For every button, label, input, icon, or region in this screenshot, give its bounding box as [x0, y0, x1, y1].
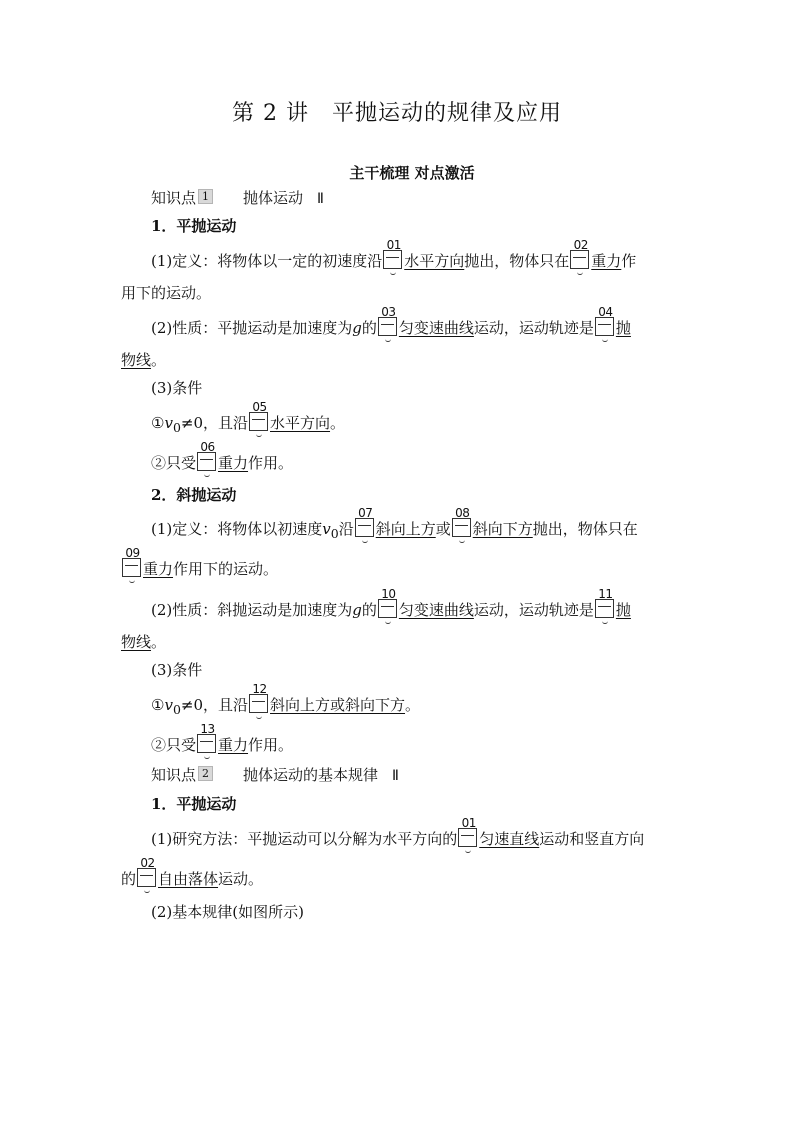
blank-box: 10 — [378, 599, 397, 618]
blank-box: 02 — [570, 250, 589, 269]
knowledge-point-1 — [151, 188, 706, 209]
blank-box: 08 — [452, 518, 471, 537]
kp-level: Ⅱ — [392, 768, 399, 784]
condition-item: ②只受 13 重力作用。 — [151, 722, 294, 754]
blank-box: 05 — [249, 412, 268, 431]
answer-text: 斜向下方 — [472, 520, 533, 538]
section-heading: 1．平抛运动 — [151, 795, 237, 813]
blank-box: 04 — [595, 317, 614, 336]
paragraph-property: (2)性质：平抛运动是加速度为g的 03 匀变速曲线运动，运动轨迹是 04 抛 — [151, 305, 631, 337]
paragraph-continuation: 的 02 自由落体运动。 — [121, 856, 264, 888]
paragraph-definition: (1)定义：将物体以初速度$v_0$沿 07 斜向上方或 08 斜向下方抛出，物体只在 — [151, 506, 638, 541]
blank-box: 06 — [197, 452, 216, 471]
kp-title: 抛体运动 — [243, 189, 304, 207]
blank-box: 01 — [458, 828, 477, 847]
answer-text: 重力 — [143, 560, 174, 578]
condition-item: ②只受 06 重力作用。 — [151, 440, 294, 472]
answer-text: 匀速直线 — [479, 830, 540, 848]
blank-box: 01 — [383, 250, 402, 269]
answer-text: 水平方向 — [404, 252, 465, 270]
blank-box: 13 — [197, 734, 216, 753]
kp-prefix: 知识点 — [151, 766, 197, 784]
paragraph-condition: (3)条件 — [151, 661, 203, 679]
answer-text: 物线 — [121, 351, 152, 369]
kp-level: Ⅱ — [317, 191, 324, 207]
kp-number-badge: 2 — [198, 766, 213, 781]
blank-box: 02 — [137, 868, 156, 887]
answer-text: 重力 — [218, 736, 249, 754]
kp-number-badge: 1 — [198, 189, 213, 204]
section-heading: 2．斜抛运动 — [151, 486, 237, 504]
paragraph-property: (2)性质：斜抛运动是加速度为g的 10 匀变速曲线运动，运动轨迹是 11 抛 — [151, 587, 631, 619]
blank-box: 09 — [122, 558, 141, 577]
answer-text: 斜向上方 — [375, 520, 436, 538]
answer-text: 重力 — [218, 454, 249, 472]
paragraph-definition: (1)定义：将物体以一定的初速度沿 01 水平方向抛出，物体只在 02 重力作 — [151, 238, 637, 270]
kp-prefix: 知识点 — [151, 189, 197, 207]
answer-text: 抛 — [615, 319, 631, 337]
blank-box: 11 — [595, 599, 614, 618]
answer-text: 重力 — [591, 252, 622, 270]
blank-box: 12 — [249, 694, 268, 713]
paragraph-condition: (3)条件 — [151, 379, 203, 397]
paragraph-law: (2)基本规律(如图所示) — [151, 903, 304, 921]
condition-item: $①v_0\ne 0$，且沿 05 水平方向。 — [151, 400, 346, 435]
answer-text: 匀变速曲线 — [398, 601, 474, 619]
blank-box: 07 — [355, 518, 374, 537]
paragraph-method: (1)研究方法：平抛运动可以分解为水平方向的 01 匀速直线运动和竖直方向 — [151, 816, 645, 848]
answer-text: 匀变速曲线 — [398, 319, 474, 337]
paragraph-continuation: 物线。 — [121, 633, 167, 651]
kp-title: 抛体运动的基本规律 — [243, 766, 379, 784]
section-heading: 1．平抛运动 — [151, 217, 237, 235]
paragraph-continuation: 物线。 — [121, 351, 167, 369]
section-subtitle: 主干梳理 对点激活 — [349, 164, 475, 182]
answer-text: 斜向上方或斜向下方 — [270, 696, 406, 714]
blank-box: 03 — [378, 317, 397, 336]
page-title: 第 2 讲 平抛运动的规律及应用 — [232, 101, 562, 126]
answer-text: 水平方向 — [270, 414, 331, 432]
answer-text: 抛 — [615, 601, 631, 619]
knowledge-point-2 — [151, 765, 706, 786]
paragraph-continuation: 用下的运动。 — [121, 284, 212, 302]
condition-item: $①v_0\ne 0$，且沿 12 斜向上方或斜向下方。 — [151, 682, 421, 717]
paragraph-continuation: 09 重力作用下的运动。 — [121, 558, 676, 579]
answer-text: 物线 — [121, 633, 152, 651]
answer-text: 自由落体 — [158, 870, 219, 888]
